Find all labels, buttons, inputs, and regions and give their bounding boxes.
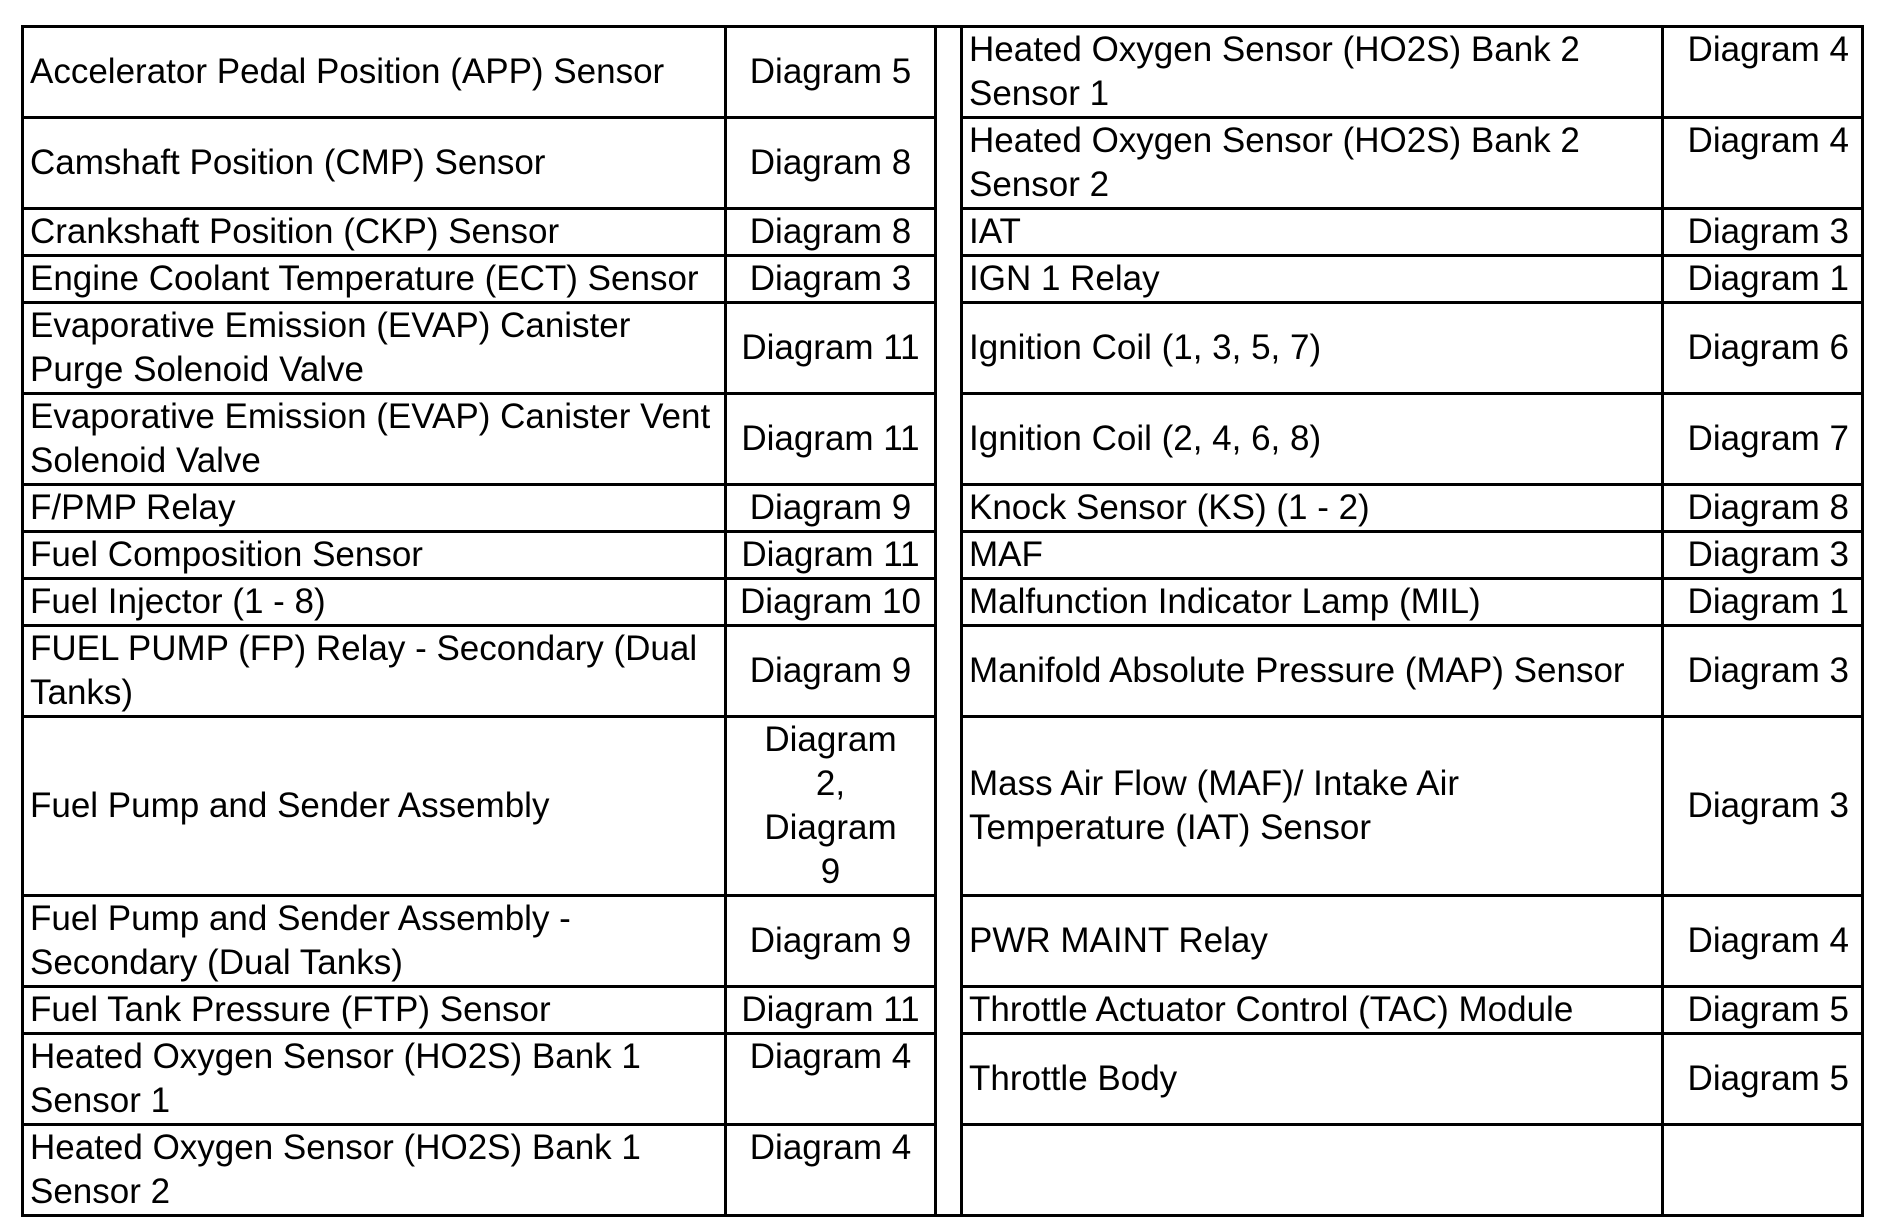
right-diagram-cell: Diagram 8 <box>1663 485 1863 532</box>
right-component-cell: Manifold Absolute Pressure (MAP) Sensor <box>962 626 1663 717</box>
right-diagram-cell: Diagram 3 <box>1663 626 1863 717</box>
left-diagram-cell: Diagram 9 <box>726 626 936 717</box>
table-row <box>23 27 1863 118</box>
right-component-cell: Heated Oxygen Sensor (HO2S) Bank 2 Sensor 2 <box>962 118 1663 209</box>
left-component-cell: Heated Oxygen Sensor (HO2S) Bank 1 Sensor 2 <box>23 1125 726 1216</box>
left-component-cell: Evaporative Emission (EVAP) Canister Vent Solenoid Valve <box>23 394 726 485</box>
right-component-cell: MAF <box>962 532 1663 579</box>
left-component-cell: Evaporative Emission (EVAP) Canister Purge Solenoid Valve <box>23 303 726 394</box>
left-diagram-cell: Diagram 11 <box>726 303 936 394</box>
left-diagram-cell: Diagram 11 <box>726 987 936 1034</box>
left-component-cell: Fuel Injector (1 - 8) <box>23 579 726 626</box>
right-diagram-cell: Diagram 3 <box>1663 209 1863 256</box>
right-component-cell: PWR MAINT Relay <box>962 896 1663 987</box>
left-diagram-cell: Diagram 9 <box>726 485 936 532</box>
right-diagram-cell: Diagram 5 <box>1663 1034 1863 1125</box>
left-component-cell: FUEL PUMP (FP) Relay - Secondary (Dual Tanks) <box>23 626 726 717</box>
left-component-cell: Heated Oxygen Sensor (HO2S) Bank 1 Sensor 1 <box>23 1034 726 1125</box>
right-component-cell: IGN 1 Relay <box>962 256 1663 303</box>
left-component-cell: Fuel Composition Sensor <box>23 532 726 579</box>
left-diagram-cell: Diagram 5 <box>726 27 936 118</box>
right-diagram-cell: Diagram 4 <box>1663 27 1863 118</box>
left-component-cell: F/PMP Relay <box>23 485 726 532</box>
right-diagram-cell: Diagram 7 <box>1663 394 1863 485</box>
right-component-cell: Mass Air Flow (MAF)/ Intake Air Temperature (IAT) Sensor <box>962 717 1663 896</box>
left-component-cell: Accelerator Pedal Position (APP) Sensor <box>23 27 726 118</box>
right-diagram-cell: Diagram 1 <box>1663 256 1863 303</box>
left-component-cell: Camshaft Position (CMP) Sensor <box>23 118 726 209</box>
left-diagram-cell: Diagram 2, Diagram 9 <box>726 717 936 896</box>
left-component-cell: Fuel Tank Pressure (FTP) Sensor <box>23 987 726 1034</box>
left-diagram-cell: Diagram 8 <box>726 209 936 256</box>
left-diagram-cell: Diagram 4 <box>726 1125 936 1216</box>
component-diagram-index-table <box>21 25 1864 1217</box>
right-component-cell: Malfunction Indicator Lamp (MIL) <box>962 579 1663 626</box>
right-component-cell: Throttle Body <box>962 1034 1663 1125</box>
left-component-cell: Crankshaft Position (CKP) Sensor <box>23 209 726 256</box>
left-diagram-cell: Diagram 11 <box>726 394 936 485</box>
left-diagram-cell: Diagram 10 <box>726 579 936 626</box>
right-diagram-cell: Diagram 4 <box>1663 896 1863 987</box>
left-diagram-cell: Diagram 11 <box>726 532 936 579</box>
right-component-cell <box>962 1125 1663 1216</box>
right-diagram-cell: Diagram 5 <box>1663 987 1863 1034</box>
right-diagram-cell: Diagram 6 <box>1663 303 1863 394</box>
left-component-cell: Fuel Pump and Sender Assembly - Secondary (Dual Tanks) <box>23 896 726 987</box>
right-component-cell: Throttle Actuator Control (TAC) Module <box>962 987 1663 1034</box>
right-diagram-cell: Diagram 3 <box>1663 532 1863 579</box>
right-diagram-cell <box>1663 1125 1863 1216</box>
right-diagram-cell: Diagram 1 <box>1663 579 1863 626</box>
left-diagram-cell: Diagram 4 <box>726 1034 936 1125</box>
right-diagram-cell: Diagram 3 <box>1663 717 1863 896</box>
left-diagram-cell: Diagram 9 <box>726 896 936 987</box>
left-diagram-cell: Diagram 8 <box>726 118 936 209</box>
right-component-cell: Ignition Coil (2, 4, 6, 8) <box>962 394 1663 485</box>
left-diagram-cell: Diagram 3 <box>726 256 936 303</box>
right-component-cell: Knock Sensor (KS) (1 - 2) <box>962 485 1663 532</box>
right-diagram-cell: Diagram 4 <box>1663 118 1863 209</box>
right-component-cell: Ignition Coil (1, 3, 5, 7) <box>962 303 1663 394</box>
right-component-cell: Heated Oxygen Sensor (HO2S) Bank 2 Sensor 1 <box>962 27 1663 118</box>
left-component-cell: Fuel Pump and Sender Assembly <box>23 717 726 896</box>
left-component-cell: Engine Coolant Temperature (ECT) Sensor <box>23 256 726 303</box>
right-component-cell: IAT <box>962 209 1663 256</box>
column-divider <box>936 27 962 1216</box>
